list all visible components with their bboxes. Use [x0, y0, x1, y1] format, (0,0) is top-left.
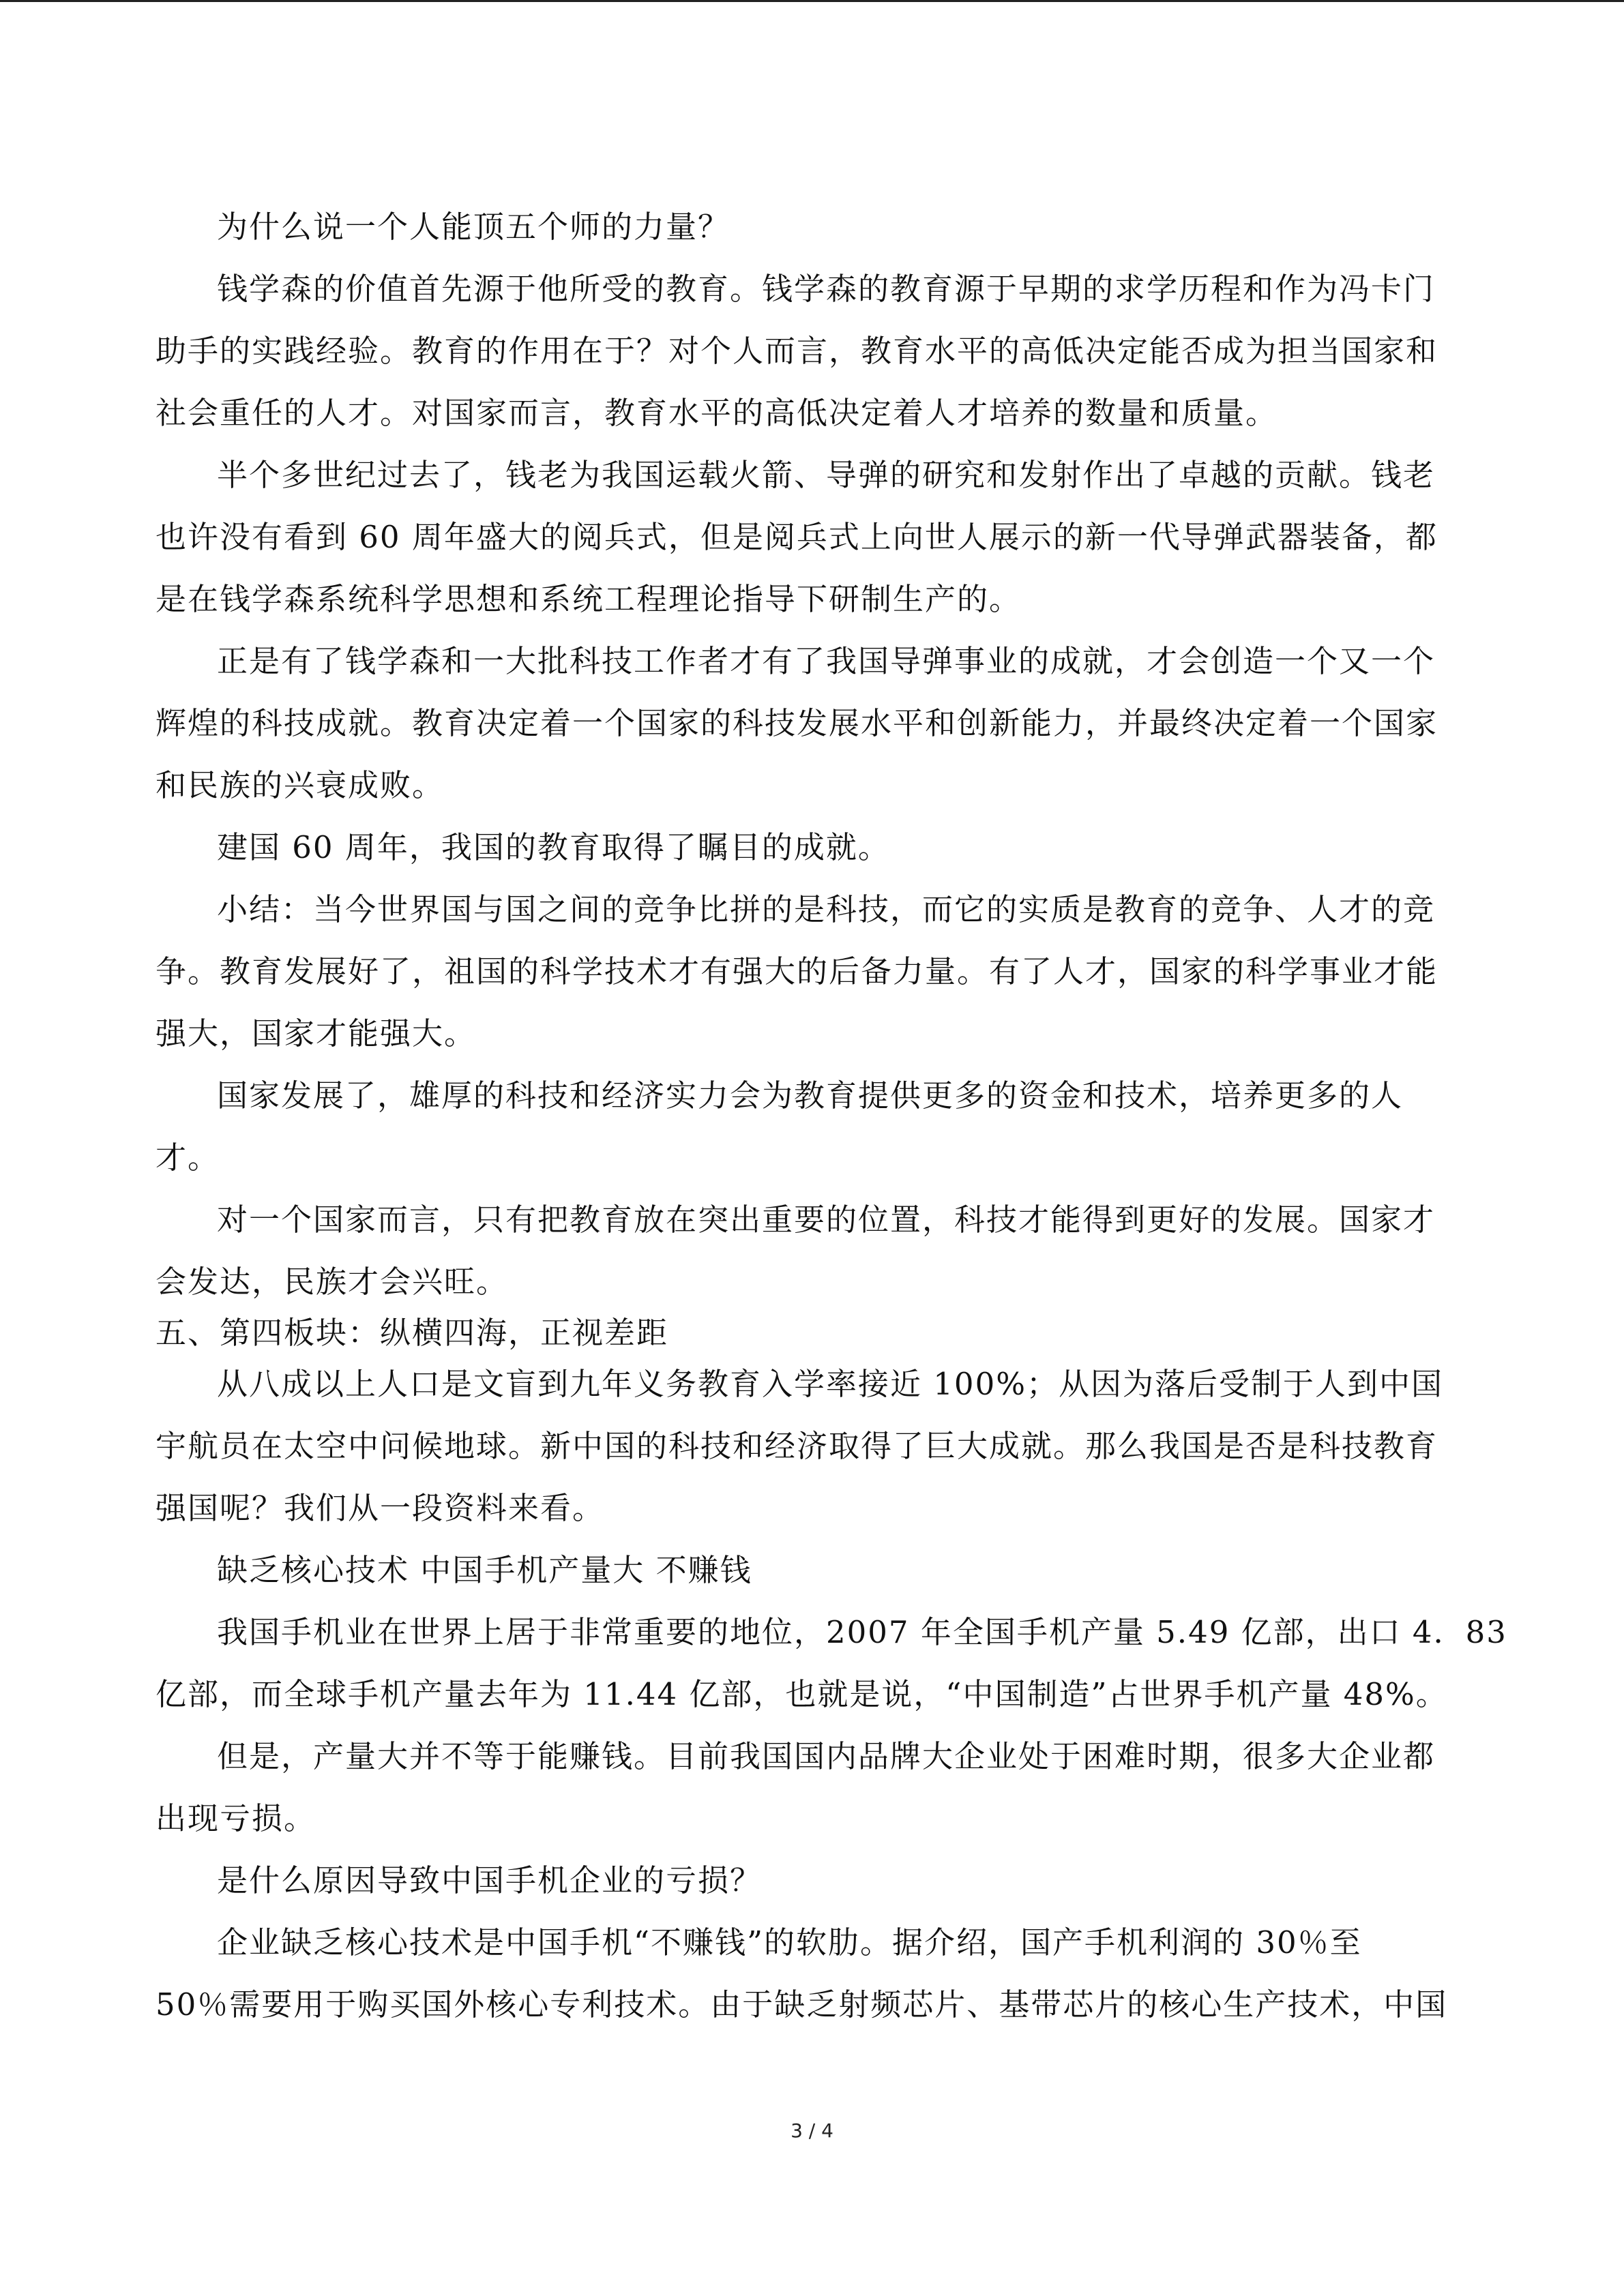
text-line: 辉煌的科技成就。教育决定着一个国家的科技发展水平和创新能力，并最终决定着一个国家: [156, 705, 1438, 741]
text-line: 钱学森的价值首先源于他所受的教育。钱学森的教育源于早期的求学历程和作为冯卡门: [217, 271, 1436, 307]
text-line: 是什么原因导致中国手机企业的亏损？: [217, 1862, 763, 1898]
text-line: 为什么说一个人能顶五个师的力量？: [217, 209, 730, 245]
text-line: 小结：当今世界国与国之间的竞争比拼的是科技，而它的实质是教育的竞争、人才的竞: [217, 891, 1436, 927]
text-line: 出现亏损。: [156, 1800, 316, 1836]
text-line: 但是，产量大并不等于能赚钱。目前我国国内品牌大企业处于困难时期，很多大企业都: [217, 1738, 1436, 1774]
text-line: 强大，国家才能强大。: [156, 1015, 477, 1052]
text-line: 从八成以上人口是文盲到九年义务教育入学率接近 100%；从因为落后受制于人到中国: [217, 1366, 1443, 1402]
text-line: 建国 60 周年，我国的教育取得了瞩目的成就。: [217, 829, 890, 865]
text-line: 半个多世纪过去了，钱老为我国运载火箭、导弹的研究和发射作出了卓越的贡献。钱老: [217, 457, 1436, 493]
text-line: 会发达，民族才会兴旺。: [156, 1264, 509, 1300]
text-line: 正是有了钱学森和一大批科技工作者才有了我国导弹事业的成就，才会创造一个又一个: [217, 643, 1436, 679]
text-line: 强国呢？我们从一段资料来看。: [156, 1490, 605, 1526]
text-line: 争。教育发展好了，祖国的科学技术才有强大的后备力量。有了人才，国家的科学事业才能: [156, 953, 1438, 989]
text-line: 和民族的兴衰成败。: [156, 767, 445, 803]
text-line: 亿部，而全球手机产量去年为 11.44 亿部，也就是说，“中国制造”占世界手机产量 48%。: [156, 1676, 1448, 1712]
text-line: 助手的实践经验。教育的作用在于？对个人而言，教育水平的高低决定能否成为担当国家和: [156, 333, 1438, 369]
text-line: 是在钱学森系统科学思想和系统工程理论指导下研制生产的。: [156, 581, 1022, 617]
text-line: 企业缺乏核心技术是中国手机“不赚钱”的软肋。据介绍，国产手机利润的 30％至: [217, 1924, 1362, 1960]
text-line: 社会重任的人才。对国家而言，教育水平的高低决定着人才培养的数量和质量。: [156, 395, 1278, 431]
page-number: 3 / 4: [791, 2119, 833, 2142]
text-line: 50％需要用于购买国外核心专利技术。由于缺乏射频芯片、基带芯片的核心生产技术，中国: [156, 1986, 1448, 2023]
text-line: 也许没有看到 60 周年盛大的阅兵式，但是阅兵式上向世人展示的新一代导弹武器装备，都: [156, 519, 1438, 555]
text-line: 我国手机业在世界上居于非常重要的地位，2007 年全国手机产量 5.49 亿部，出口 4．83: [217, 1614, 1507, 1650]
text-line: 对一个国家而言，只有把教育放在突出重要的位置，科技才能得到更好的发展。国家才: [217, 1202, 1436, 1238]
subheading: 缺乏核心技术 中国手机产量大 不赚钱: [217, 1552, 752, 1588]
section-heading: 五、第四板块：纵横四海，正视差距: [156, 1315, 669, 1351]
text-line: 国家发展了，雄厚的科技和经济实力会为教育提供更多的资金和技术，培养更多的人: [217, 1077, 1404, 1114]
text-line: 宇航员在太空中问候地球。新中国的科技和经济取得了巨大成就。那么我国是否是科技教育: [156, 1428, 1438, 1464]
text-line: 才。: [156, 1139, 220, 1176]
